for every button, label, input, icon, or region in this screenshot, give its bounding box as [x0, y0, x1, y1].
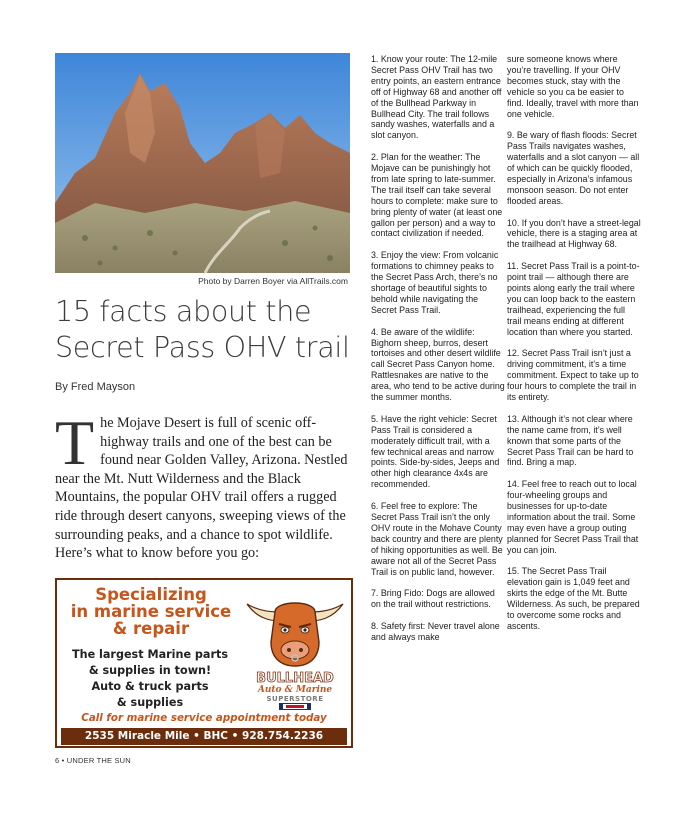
facts-column-1 [371, 54, 505, 654]
drop-cap: T [55, 407, 95, 478]
fact-paragraph: 7. Bring Fido: Dogs are allowed on the trail without restrictions. [371, 588, 495, 610]
photo-credit: Photo by Darren Boyer via AllTrails.com [198, 276, 348, 286]
article-title [55, 294, 355, 366]
ad-call-to-action: Call for marine service appointment today [81, 712, 327, 724]
desert-peaks-photo [55, 53, 350, 273]
facts-column-2 [507, 54, 641, 643]
fact-paragraph: 11. Secret Pass Trail is a point-to-point trail — although there are points along early the trail where you can loop back to the eastern trailhead, experiencing the full trail means ending at different location than where you started. [507, 261, 640, 337]
page-folio: 6 • UNDER THE SUN [55, 756, 131, 765]
logo-word1: BULLHEAD [256, 671, 334, 686]
ad-headline [61, 586, 241, 637]
fact-paragraph: 6. Feel free to explore: The Secret Pass Trail isn’t the only OHV route in the Mohave County back country and there are plenty of hiking opportunities as well. Be aware not all of the Secret Pass Trail is on public land, however. [371, 501, 503, 577]
ad-body-line: & supplies [116, 696, 184, 709]
ad-address-bar: 2535 Miracle Mile • BHC • 928.754.2236 [61, 728, 347, 745]
bull-mascot-icon [239, 582, 351, 710]
logo-word2: Auto & Marine [257, 685, 333, 695]
fact-paragraph: 15. The Secret Pass Trail elevation gain is 1,049 feet and skirts the edge of the Mt. Butte Wilderness. As such, be prepared to overcome some rocks and ascents. [507, 566, 640, 632]
fact-paragraph: 12. Secret Pass Trail isn’t just a driving commitment, it’s a time commitment. Expect to take up to four hours to complete the trail in its entirety. [507, 348, 639, 403]
fact-paragraph: 9. Be wary of flash floods: Secret Pass Trails navigates washes, waterfalls and a slot canyon — all of which can be quickly flooded, especially in Arizona’s infamous monsoon season. Do not enter flooded areas. [507, 130, 640, 206]
article-title-line1: 15 facts about the [55, 295, 312, 328]
fact-paragraph: 8. Safety first: Never travel alone and always make [371, 621, 500, 642]
fact-paragraph: 3. Enjoy the view: From volcanic formations to chimney peaks to the Secret Pass Arch, there’s no shortage of beautiful sights to behold while navigating the Secret Pass Trail. [371, 250, 499, 315]
fact-paragraph: 5. Have the right vehicle: Secret Pass Trail is considered a moderately difficult trail, with a few technical areas and narrow points. Side-by-sides, Jeeps and other high clearance 4x4s are recommended. [371, 413, 500, 490]
ad-body [61, 647, 239, 711]
logo-word3: SUPERSTORE [266, 695, 324, 703]
fact-paragraph: 2. Plan for the weather: The Mojave can be punishingly hot from late spring to late-summer. The trail itself can take several hours to complete: make sure to bring plenty of water (at least one gallon per person) and a way to contact civilization if needed. [371, 152, 503, 239]
ad-body-line: The largest Marine parts [71, 648, 229, 661]
advertisement[interactable] [55, 578, 353, 748]
fact-paragraph: 10. If you don’t have a street-legal vehicle, there is a staging area at the trailhead at Highway 68. [507, 217, 641, 250]
ad-body-line: Auto & truck parts [91, 680, 209, 693]
fact-paragraph: 13. Although it’s not clear where the name came from, it’s well known that some parts of the Secret Pass Trail can be hard to find. Bring a map. [507, 413, 634, 468]
article-title-line2: Secret Pass OHV trail [55, 331, 350, 364]
ad-headline-line: & repair [112, 619, 190, 638]
fact-paragraph: 14. Feel free to reach out to local four-wheeling groups and businesses for up-to-date information about the trail. Some may even have a group outing planned for Secret Pass Trail that you can join. [507, 479, 639, 555]
ad-body-line: & supplies in town! [88, 664, 212, 677]
fact-paragraph: sure someone knows where you’re travelling. If your OHV becomes stuck, stay with the vehicle so you ca be easier to find. Ideally, travel with more than one vehicle. [507, 54, 639, 119]
article-photo [55, 53, 350, 273]
fact-paragraph: 4. Be aware of the wildlife: Bighorn sheep, burros, desert tortoises and other desert wildlife call Secret Pass Canyon home. Rattlesnakes are native to the area, who tend to be active during the summer months. [371, 326, 505, 403]
fact-paragraph: 1. Know your route: The 12-mile Secret Pass OHV Trail has two entry points, an eastern entrance off of Highway 68 and another off of the Bullhead Parkway in Bullhead City. The trail follows sandy washes, waterfalls and a slot canyon. [371, 54, 502, 141]
ad-headline-line: in marine service [70, 602, 232, 621]
ad-headline-line: Specializing [95, 585, 207, 604]
intro-text: he Mojave Desert is full of scenic off-highway trails and one of the best can be found near Golden Valley, Arizona. Nestled near the Mt. Nutt Wilderness and the Black Mountains, the popular OHV trail offers a rugged ride through desert canyons, sweeping views of the surrounding peaks, and a chance to spot wildlife. Here’s what to know before you go: [55, 415, 348, 562]
byline: By Fred Mayson [55, 381, 136, 393]
article-intro [55, 407, 350, 563]
